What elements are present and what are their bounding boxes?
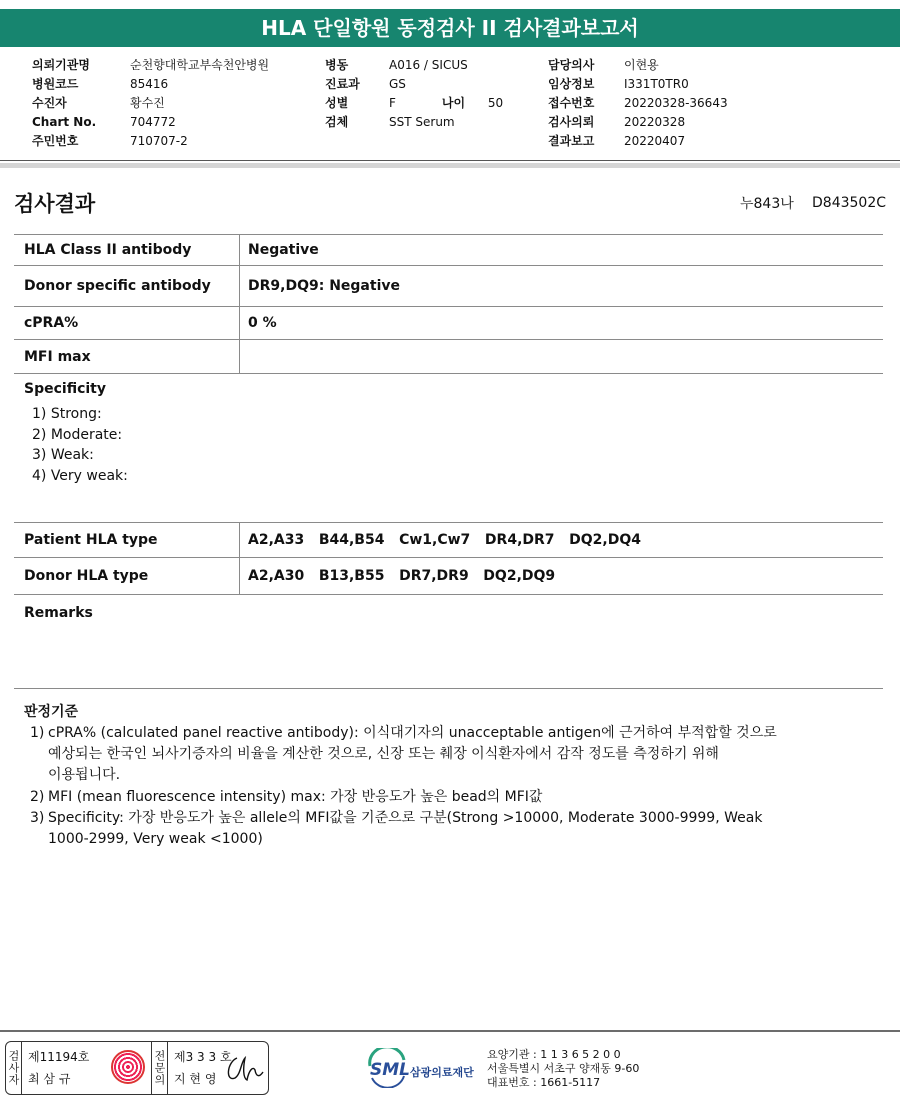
info-label: 검사의뢰 [548, 115, 595, 129]
row-label: cPRA% [14, 307, 240, 339]
table-row [14, 307, 883, 340]
row-label: Donor HLA type [14, 558, 240, 594]
criteria-line: 예상되는 한국인 뇌사기증자의 비율을 계산한 것으로, 신장 또는 췌장 이식환자에서 감작 정도를 측정하기 위해 [48, 746, 719, 762]
row-value: Negative [248, 242, 319, 258]
table-row [14, 266, 883, 307]
list-item: 2) Moderate: [32, 426, 123, 443]
info-column-1 [32, 56, 269, 151]
seal-stamp-icon [111, 1050, 145, 1084]
info-label: 검체 [325, 115, 349, 129]
criteria-line: cPRA% (calculated panel reactive antibody): 이식대기자의 unacceptable antigen에 근거하여 부적합할 것으로 [48, 725, 777, 741]
info-label: 주민번호 [32, 134, 79, 148]
header-divider [0, 160, 900, 161]
info-value: 20220328 [624, 115, 686, 129]
address-line: 요양기관 : 1 1 3 6 5 2 0 0 [487, 1048, 621, 1061]
address-line: 대표번호 : 1661-5117 [487, 1076, 601, 1089]
criteria-line: Specificity: 가장 반응도가 높은 allele의 MFI값을 기준으로 구분(Strong >10000, Moderate 3000-9999, Weak [48, 810, 763, 826]
table-row [14, 523, 883, 558]
row-value: DR9,DQ9: Negative [248, 278, 400, 294]
info-column-2 [325, 56, 503, 132]
info-value: 20220328-36643 [624, 96, 728, 110]
list-item: 1) Strong: [32, 406, 102, 422]
criteria-item [30, 808, 762, 850]
info-value: GS [389, 77, 406, 91]
signature-icon [223, 1052, 265, 1086]
org-name: 삼광의료재단 [410, 1066, 474, 1079]
info-label: 의뢰기관명 [32, 58, 90, 72]
info-value: 순천향대학교부속천안병원 [130, 58, 270, 72]
remarks-label: Remarks [24, 605, 93, 621]
inspector-number: 제11194호 [28, 1050, 90, 1064]
list-item: 3) Weak: [32, 447, 94, 463]
info-label: Chart No. [32, 115, 97, 129]
specialist-name: 지 현 영 [174, 1072, 217, 1086]
section-title: 검사결과 [14, 192, 96, 216]
info-value: 85416 [130, 77, 169, 91]
info-label: 임상정보 [548, 77, 595, 91]
info-label: 병동 [325, 58, 349, 72]
row-label: HLA Class II antibody [14, 235, 240, 265]
inspector-label-text: 검사자 [7, 1050, 20, 1086]
info-label: 수진자 [32, 96, 67, 110]
remarks-bottom-border [14, 688, 883, 689]
info-value: A016 / SICUS [389, 58, 468, 72]
info-value: 이현용 [624, 58, 659, 72]
info-value: I331T0TR0 [624, 77, 689, 91]
info-value: 황수진 [130, 96, 165, 110]
info-label: 병원코드 [32, 77, 79, 91]
info-value: 20220407 [624, 134, 686, 148]
criteria-num: 1) [30, 725, 45, 741]
criteria-item [30, 787, 542, 808]
code-right: D843502C [812, 195, 886, 211]
inspector-label [6, 1042, 22, 1094]
inspector-cell [22, 1042, 152, 1094]
row-value: 0 % [248, 315, 277, 331]
info-value: 710707-2 [130, 134, 188, 148]
footer-divider [0, 1030, 900, 1032]
criteria-num: 3) [30, 810, 45, 826]
specificity-list [32, 404, 128, 486]
specialist-label [152, 1042, 168, 1094]
specificity-title: Specificity [24, 381, 106, 397]
table-row [14, 558, 883, 595]
info-value: 704772 [130, 115, 176, 129]
row-value: A2,A33 B44,B54 Cw1,Cw7 DR4,DR7 DQ2,DQ4 [248, 532, 641, 548]
info-column-3 [548, 56, 728, 151]
criteria-line: MFI (mean fluorescence intensity) max: 가장 반응도가 높은 bead의 MFI값 [48, 789, 543, 805]
age-value: 50 [487, 96, 504, 110]
list-item: 4) Very weak: [32, 467, 128, 484]
table-row [14, 235, 883, 266]
info-label: 접수번호 [548, 96, 595, 110]
row-label: Patient HLA type [14, 523, 240, 557]
info-label: 진료과 [325, 77, 360, 91]
info-value: SST Serum [389, 115, 455, 129]
header-gray-band [0, 163, 900, 168]
info-label: 성별 [325, 96, 349, 110]
criteria-title: 판정기준 [24, 704, 79, 720]
info-label: 결과보고 [548, 134, 595, 148]
footer-address [487, 1048, 639, 1090]
specialist-number: 제3 3 3 호 [174, 1050, 232, 1064]
inspector-name: 최 삼 규 [28, 1072, 71, 1086]
criteria-item [30, 723, 777, 786]
criteria-line: 1000-2999, Very weak <1000) [48, 831, 263, 847]
criteria-line: 이용됩니다. [48, 767, 121, 783]
criteria-num: 2) [30, 789, 45, 805]
address-line: 서울특별시 서초구 양재동 9-60 [487, 1062, 640, 1075]
table-row [14, 340, 883, 374]
row-label: MFI max [14, 340, 240, 373]
specialist-label-text: 전문의 [153, 1050, 166, 1086]
row-value: A2,A30 B13,B55 DR7,DR9 DQ2,DQ9 [248, 568, 556, 584]
logo-text: SML [370, 1060, 410, 1080]
info-label: 담당의사 [548, 58, 595, 72]
code-left: 누843나 [740, 196, 794, 212]
report-title: HLA 단일항원 동정검사 II 검사결과보고서 [0, 9, 900, 47]
age-label: 나이 [441, 96, 466, 110]
info-value: F [389, 96, 396, 110]
row-label: Donor specific antibody [14, 266, 240, 306]
